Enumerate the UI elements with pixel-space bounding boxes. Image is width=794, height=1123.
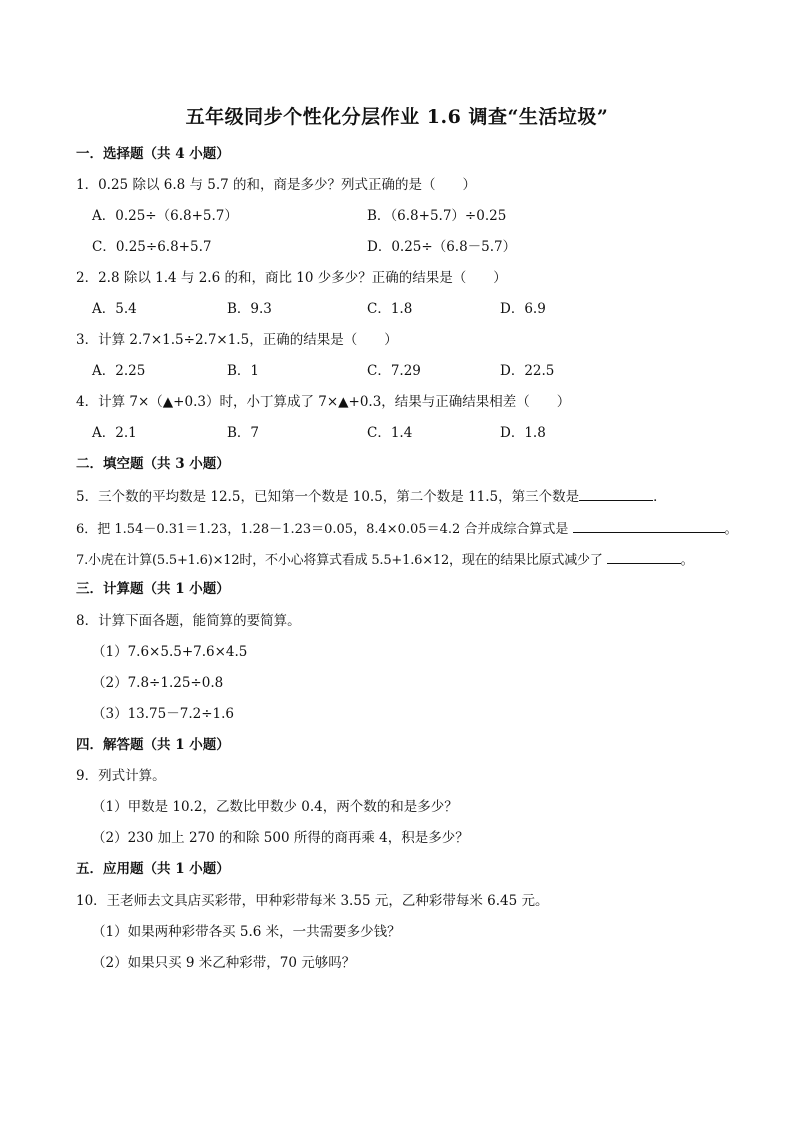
question-9-part-2: （2）230 加上 270 的和除 500 所得的商再乘 4，积是多少？: [92, 830, 469, 846]
question-3-stem: 3．计算 2.7×1.5÷2.7×1.5，正确的结果是（ ）: [76, 332, 398, 348]
answer-blank[interactable]: [579, 486, 653, 501]
question-2-option-c: C．1.8: [367, 301, 413, 317]
section-heading-application: 五．应用题（共 1 小题）: [76, 861, 230, 877]
question-3-option-b: B．1: [227, 363, 260, 379]
question-6-stem: 6．把 1.54－0.31＝1.23，1.28－1.23＝0.05，8.4×0.05＝4.2 合并成综合算式是: [76, 522, 573, 537]
question-1-option-c: C．0.25÷6.8+5.7: [92, 239, 212, 255]
question-7-end: 。: [680, 553, 694, 568]
question-3-option-d: D．22.5: [500, 363, 555, 379]
question-5-stem: 5．三个数的平均数是 12.5，已知第一个数是 10.5，第二个数是 11.5，第三个数是: [76, 489, 580, 505]
question-8-part-1: （1）7.6×5.5+7.6×4.5: [92, 644, 248, 660]
question-1-option-b: B．（6.8+5.7）÷0.25: [367, 208, 507, 224]
question-6-end: 。: [724, 522, 738, 537]
section-heading-answer: 四．解答题（共 1 小题）: [76, 737, 230, 753]
answer-blank[interactable]: [607, 549, 681, 564]
question-4-option-d: D．1.8: [500, 425, 546, 441]
question-2-option-d: D．6.9: [500, 301, 546, 317]
question-10-part-1: （1）如果两种彩带各买 5.6 米，一共需要多少钱？: [92, 924, 401, 940]
question-10-part-2: （2）如果只买 9 米乙种彩带，70 元够吗？: [92, 955, 356, 971]
question-7: [76, 549, 693, 570]
question-8-stem: 8．计算下面各题，能简算的要简算。: [76, 613, 301, 629]
question-4-option-b: B．7: [227, 425, 260, 441]
question-6: [76, 518, 738, 539]
question-4-stem: 4．计算 7×（▲+0.3）时，小丁算成了 7×▲+0.3，结果与正确结果相差（ ）: [76, 394, 571, 410]
question-3-option-a: A．2.25: [92, 363, 146, 379]
question-1-stem: 1．0.25 除以 6.8 与 5.7 的和，商是多少？列式正确的是（ ）: [76, 177, 477, 193]
section-heading-fill: 二．填空题（共 3 小题）: [76, 456, 230, 472]
question-1-option-a: A．0.25÷（6.8+5.7）: [92, 208, 238, 224]
question-5-end: ．: [653, 489, 667, 505]
question-2-stem: 2．2.8 除以 1.4 与 2.6 的和，商比 10 少多少？正确的结果是（ ）: [76, 270, 507, 286]
question-4-option-c: C．1.4: [367, 425, 413, 441]
section-heading-calculation: 三．计算题（共 1 小题）: [76, 581, 230, 597]
question-3-option-c: C．7.29: [367, 363, 421, 379]
question-2-option-b: B．9.3: [227, 301, 272, 317]
section-heading-choice: 一．选择题（共 4 小题）: [76, 146, 230, 162]
answer-blank[interactable]: [573, 518, 725, 533]
question-4-option-a: A．2.1: [92, 425, 137, 441]
question-7-stem: 7.小虎在计算(5.5+1.6)×12时，不小心将算式看成 5.5+1.6×12，现在的结果比原式减少了: [76, 553, 607, 568]
question-8-part-2: （2）7.8÷1.25÷0.8: [92, 675, 224, 691]
question-10-stem: 10．王老师去文具店买彩带，甲种彩带每米 3.55 元，乙种彩带每米 6.45 元。: [76, 893, 549, 909]
question-9-stem: 9．列式计算。: [76, 768, 166, 784]
question-5: [76, 486, 667, 506]
question-9-part-1: （1）甲数是 10.2，乙数比甲数少 0.4，两个数的和是多少？: [92, 799, 458, 815]
question-1-option-d: D．0.25÷（6.8－5.7）: [367, 239, 517, 255]
question-2-option-a: A．5.4: [92, 301, 137, 317]
question-8-part-3: （3）13.75－7.2÷1.6: [92, 706, 234, 722]
page-title: 五年级同步个性化分层作业 1.6 调查“生活垃圾”: [185, 106, 609, 128]
